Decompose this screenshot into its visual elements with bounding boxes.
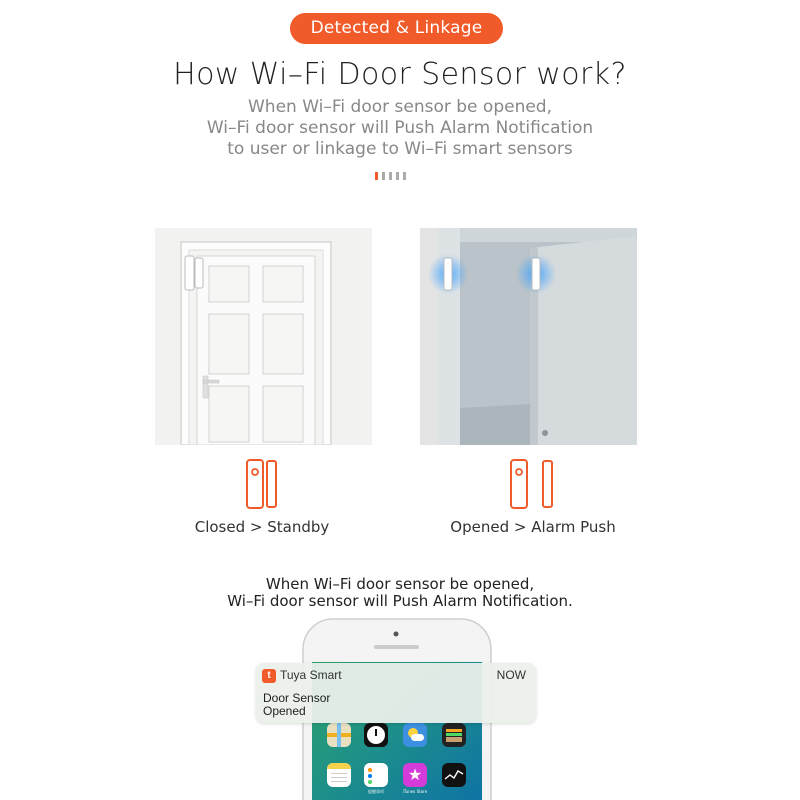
sensor-opened-icon [509, 458, 555, 514]
tuya-app-icon: t [262, 669, 276, 683]
stocks-icon[interactable] [442, 763, 466, 787]
pagination-dot[interactable] [403, 172, 406, 180]
description-line: Wi–Fi door sensor will Push Alarm Notification [206, 118, 594, 138]
app-label: 提醒事项 [368, 789, 384, 794]
itunes-store-icon[interactable]: ★ [403, 763, 427, 787]
maps-icon[interactable] [327, 723, 351, 747]
sensor-closed-icon [245, 458, 279, 514]
detected-linkage-badge: Detected & Linkage [290, 13, 503, 44]
weather-icon[interactable] [403, 723, 427, 747]
pagination-dot[interactable] [389, 172, 392, 180]
description-line: When Wi–Fi door sensor be opened, [265, 575, 535, 593]
opened-alarm-push-label: Opened > Alarm Push [450, 518, 616, 536]
page-title: How Wi–Fi Door Sensor work? [173, 57, 627, 92]
notes-icon[interactable] [327, 763, 351, 787]
closed-door-photo [155, 228, 372, 445]
pagination-dots [375, 172, 406, 180]
notification-time: NOW [496, 668, 526, 682]
notification-app-name: Tuya Smart [280, 668, 342, 682]
description-line: When Wi–Fi door sensor be opened, [247, 97, 552, 117]
pagination-dot[interactable] [396, 172, 399, 180]
wallet-icon[interactable] [442, 723, 466, 747]
notification-body: Opened [263, 704, 306, 718]
description-line: to user or linkage to Wi–Fi smart sensors [227, 139, 573, 159]
notification-title: Door Sensor [263, 691, 331, 705]
notification-description [0, 576, 800, 610]
pagination-dot[interactable] [375, 172, 378, 180]
page-description [0, 97, 800, 160]
opened-door-photo [420, 228, 637, 445]
clock-icon[interactable] [364, 723, 388, 747]
pagination-dot[interactable] [382, 172, 385, 180]
reminders-icon[interactable] [364, 763, 388, 787]
app-label: iTunes Store [402, 789, 428, 794]
push-notification[interactable] [256, 663, 536, 723]
description-line: Wi–Fi door sensor will Push Alarm Notification. [227, 592, 573, 610]
closed-standby-label: Closed > Standby [194, 518, 330, 536]
